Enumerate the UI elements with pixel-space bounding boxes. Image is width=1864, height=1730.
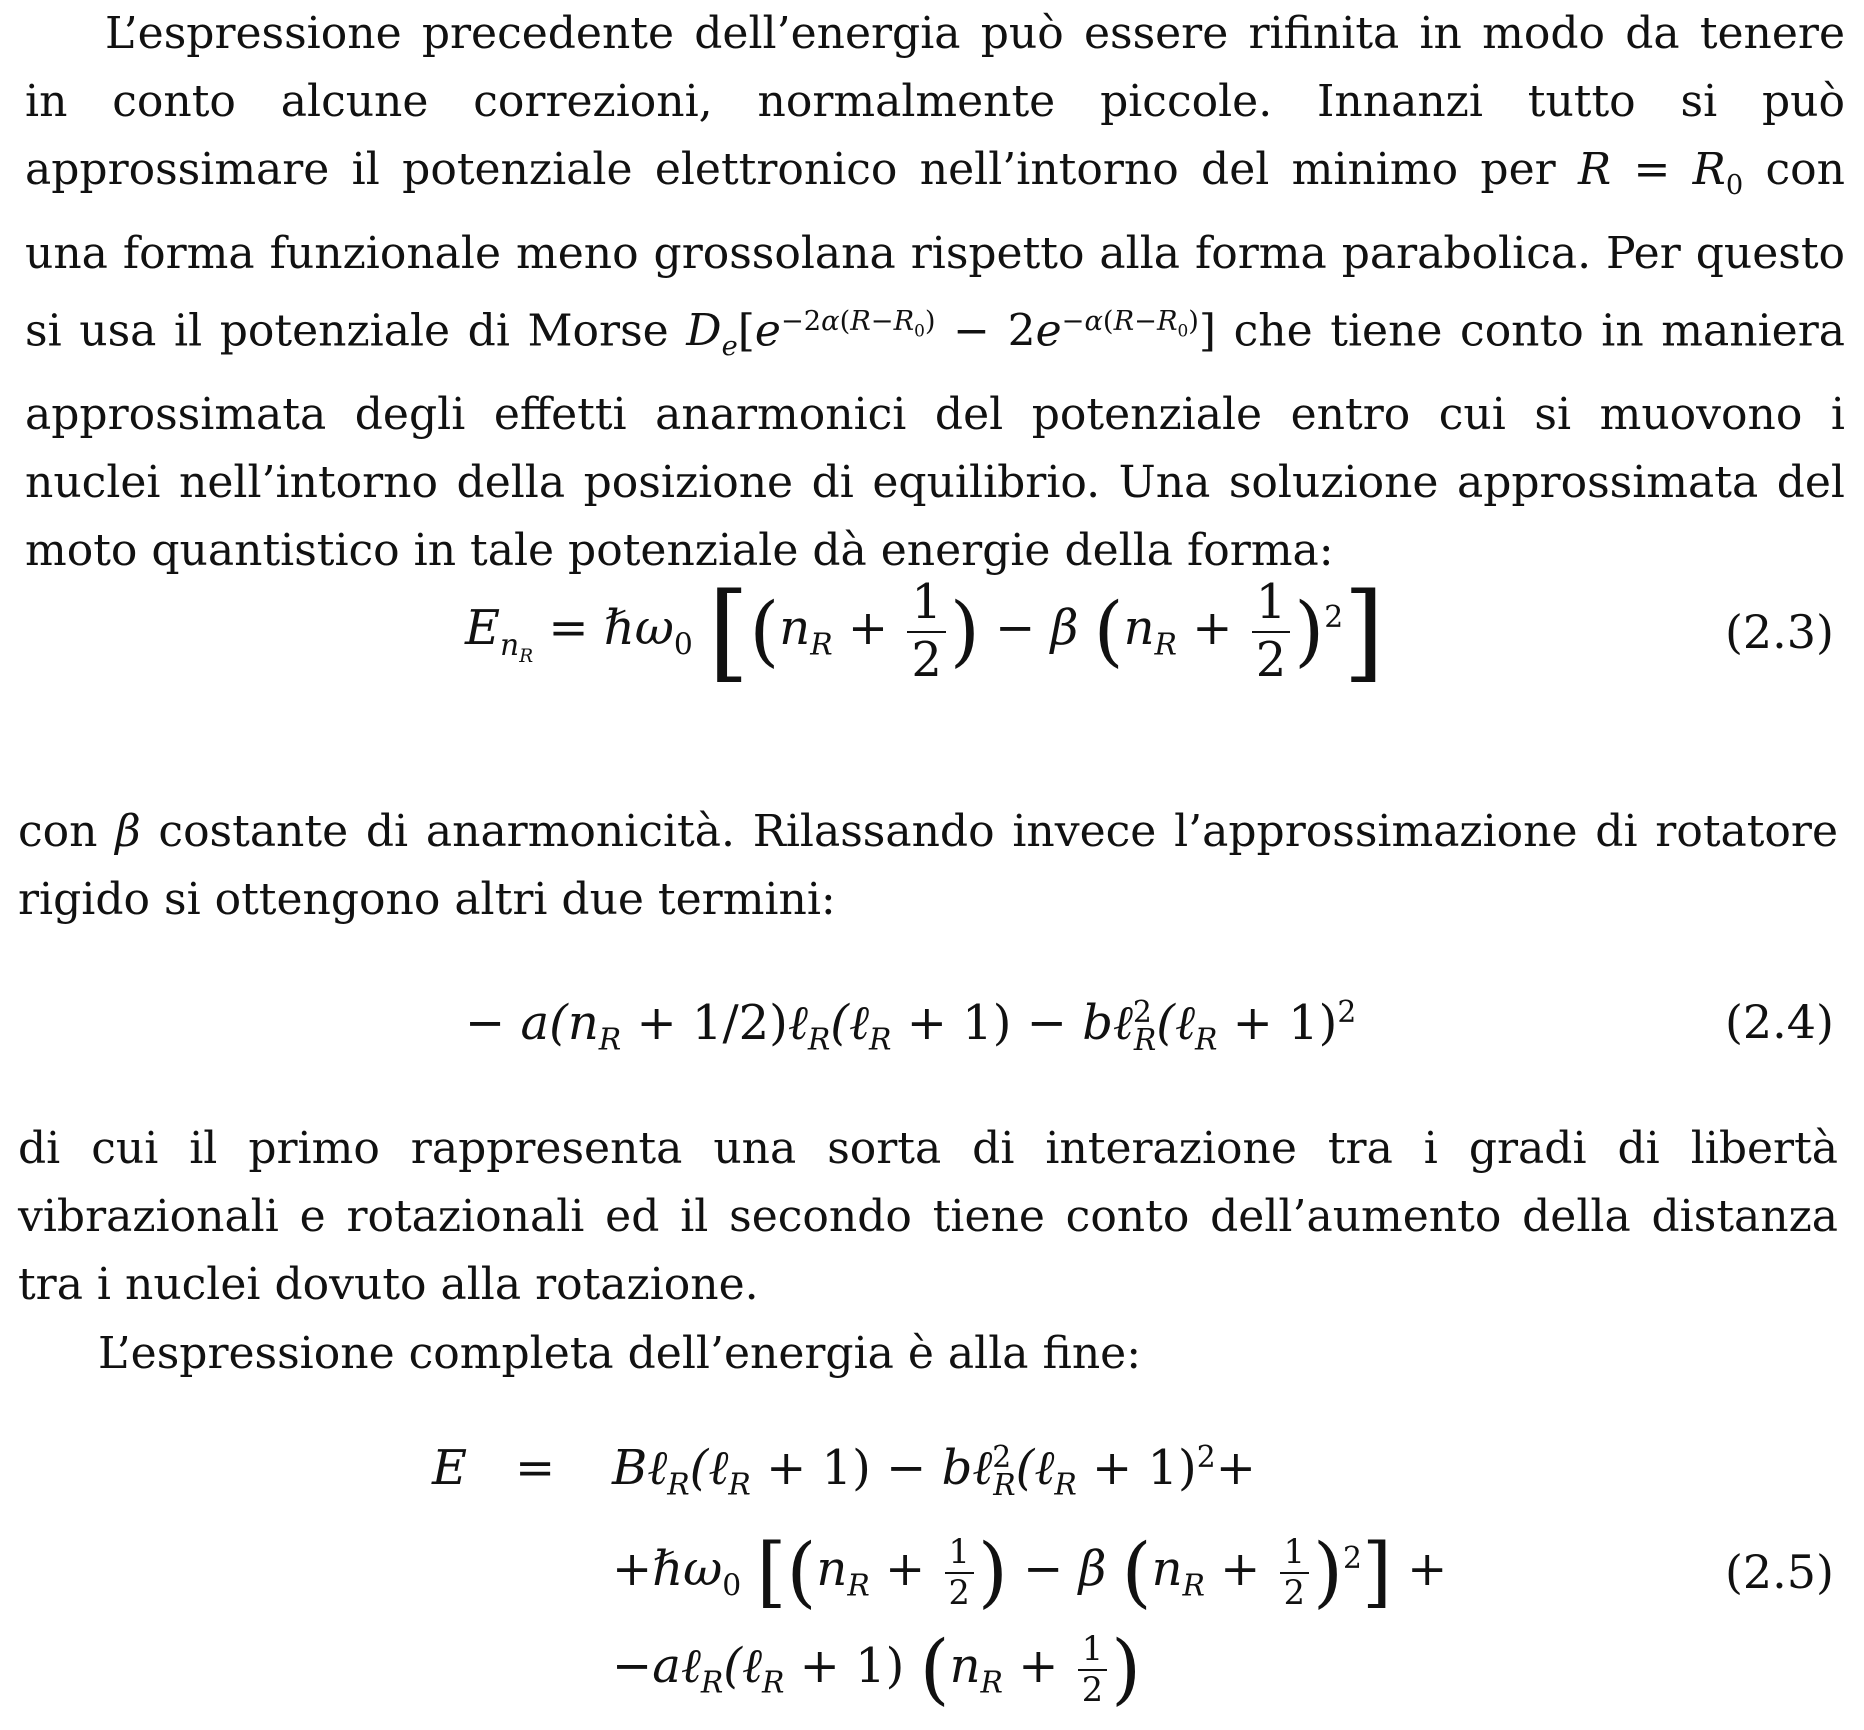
- equation-2-4-number: (2.4): [1724, 995, 1834, 1049]
- equation-2-5-lhs: E =: [432, 1440, 556, 1496]
- equation-2-4-body: − $a(n_R$ + 1/2)ℓ$_R$(ℓ$_R$ + 1) − bℓ$^2_R$(ℓ$_R$ + 1)$^2$: [465, 995, 1357, 1058]
- paragraph-intro-part-a: L’espressione precedente dell’energia può essere rifinita in modo da tenere in conto alcune correzioni, normalmente piccole. Innanzi tutto si può approssimare il potenziale elettronico nell’intorno del minimo per: [25, 8, 1845, 195]
- paragraph-anharmonicity-part-a: con: [18, 806, 116, 857]
- paragraph-intro: L’espressione precedente dell’energia può essere rifinita in modo da tenere in conto alcune correzioni, normalmente piccole. Innanzi tutto si può approssimare il potenziale elettronico nell’intorno del minimo per $R = R_0$ con una forma funzionale meno grossolana rispetto alla forma parabolica. Per questo si usa il potenziale di Morse $D_e[e^{-2\alpha(R-R_0)} - 2e^{-\alpha(R-R_0)}]$ che tiene conto in maniera approssimata degli effetti anarmonici del potenziale entro cui si muovono i nuclei nell’intorno della posizione di equilibrio. Una soluzione approssimata del moto quantistico in tale potenziale dà energie della forma:: [25, 8, 1845, 577]
- paragraph-complete-expression: L’espressione completa dell’energia è alla fine:: [98, 1328, 1142, 1379]
- paragraph-anharmonicity: con β costante di anarmonicità. Rilassando invece l’approssimazione di rotatore rigido si ottengono altri due termini:: [18, 806, 1838, 925]
- equation-2-5-row-1: Bℓ$_R$(ℓ$_R$ + 1) − bℓ$^2_R$(ℓ$_R$ + 1)$^2$+: [612, 1440, 1256, 1503]
- math-r-equals-r0: R: [1577, 144, 1612, 195]
- paragraph-terms-explanation: di cui il primo rappresenta una sorta di interazione tra i gradi di libertà vibrazionali e rotazionali ed il secondo tiene conto dell’aumento della distanza tra i nuclei dovuto alla rotazione.: [18, 1123, 1838, 1310]
- equation-2-3-body: $E_{n_R}$ = ℏω$_0$ [($n_R$ + $\frac{1}{2}$ ) − β ($n_R$ + $\frac{1}{2}$ )$^2$]: [465, 570, 1385, 693]
- equation-2-5-number: (2.5): [1724, 1545, 1834, 1599]
- paragraph-intro-part-b: con una forma funzionale meno grossolana rispetto alla forma parabolica. Per questo si usa il potenziale di Morse: [25, 144, 1845, 357]
- equation-2-4: [0, 995, 1864, 1115]
- equation-2-5-row-3: −aℓ$_R$(ℓ$_R$ + 1) ($n_R$ + $\frac{1}{2}$ ): [612, 1625, 1142, 1714]
- equation-2-5: [0, 1440, 1864, 1730]
- math-morse-potential: $D_e$: [686, 305, 738, 363]
- equation-2-3-number: (2.3): [1724, 605, 1834, 659]
- equation-2-3: [0, 570, 1864, 693]
- paragraph-intro-part-c: che tiene conto in maniera approssimata degli effetti anarmonici del potenziale entro cui si muovono i nuclei nell’intorno della posizione di equilibrio. Una soluzione approssimata del moto quantistico in tale potenziale dà energie della forma:: [25, 305, 1845, 577]
- equation-2-5-row-2: +ℏω$_0$ [($n_R$ + $\frac{1}{2}$ ) − β ($n_R$ + $\frac{1}{2}$ )$^2$] +: [612, 1528, 1448, 1617]
- paragraph-anharmonicity-part-b: costante di anarmonicità. Rilassando invece l’approssimazione di rotatore rigido si ottengono altri due termini:: [18, 806, 1838, 925]
